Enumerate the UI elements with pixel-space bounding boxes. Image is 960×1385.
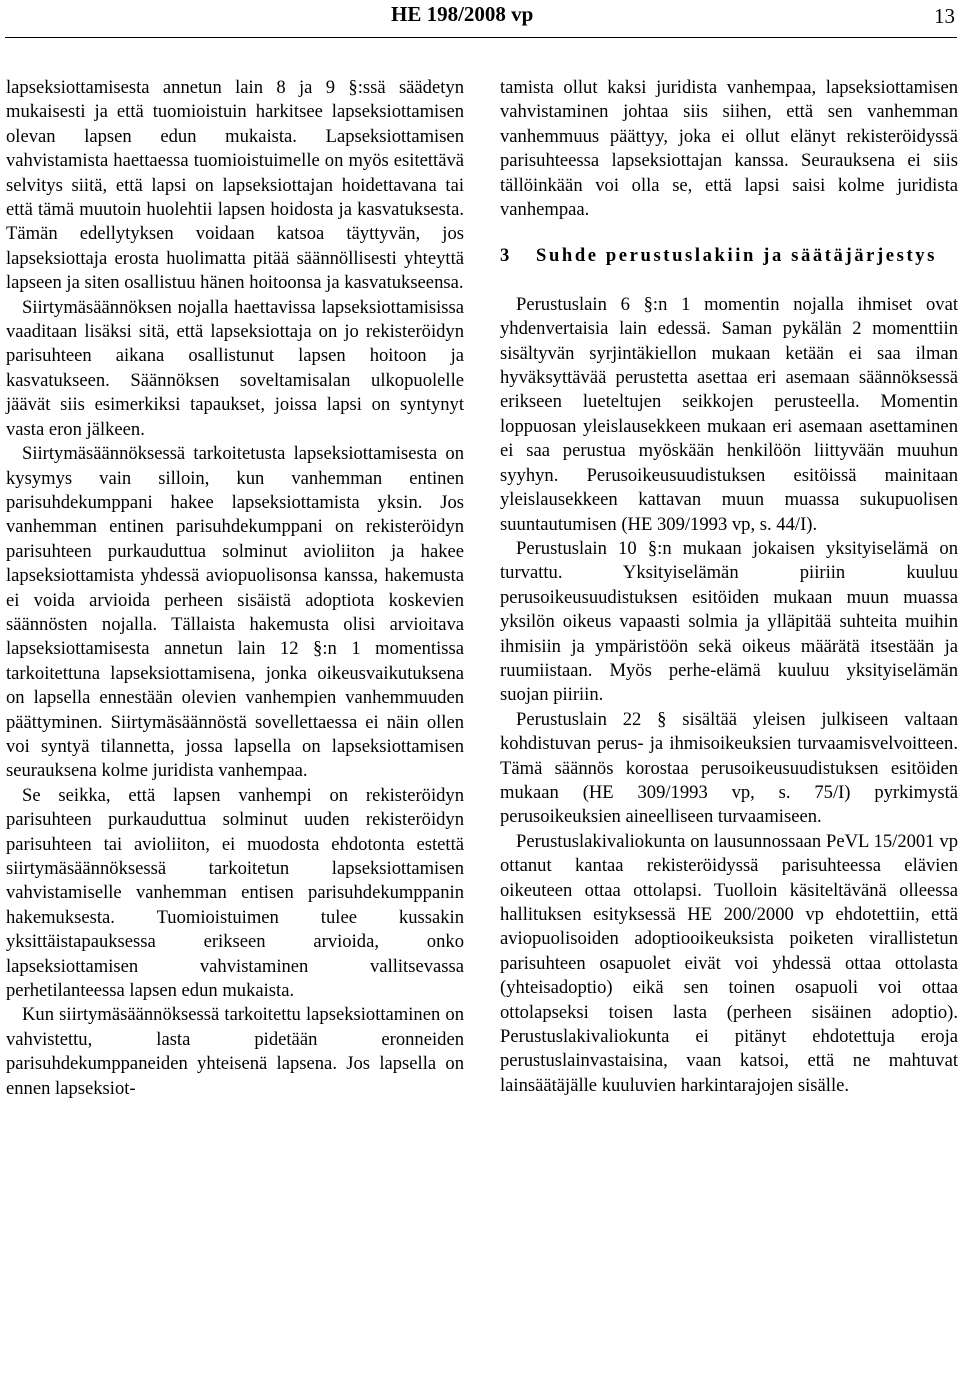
right-paragraph-4: Perustuslakivaliokunta on lausunnossaan PeVL 15/2001 vp ottanut kantaa rekisteröidyssä parisuhteessa elävien oikeuteen ottaa ottolapsi. Tuolloin käsiteltävänä olleessa hallituksen esityksessä HE 200/2000 vp ehdotettiin, että aviopuolisoiden adoptiooikeuksista poiketen virallistetun parisuhteen osapuolet eivät voi yhdessä ottaa ottolasta (yhteisadoptio) eikä sen toinen osapuoli voi ottaa ottolapseksi toisen lasta (perheen sisäinen adoptio). Perustuslakivaliokunta ei pitänyt ehdotettuja eroja perustuslainvastaisina, vaan katsoi, että ne mahtuvat lainsäätäjälle kuuluvien harkintarajojen sisälle. bbox=[500, 830, 958, 1096]
left-paragraph-3: Siirtymäsäännöksessä tarkoitetusta lapseksiottamisesta on kysymys vain silloin, kun vanhemman entinen parisuhdekumppani hakee lapseksiottamista yksin. Jos vanhemman entinen parisuhdekumppani on rekisteröidyn parisuhteen purkauduttua solminut avioliiton ja hakee lapseksiottamista yhdessä aviopuolisonsa kanssa, hakemusta ei voida arvioida perheen sisäistä adoptiota koskevien säännösten nojalla. Tällaista hakemusta olisi arvioitava lapseksiottamisesta annetun lain 12 §:n 1 momentissa tarkoitettuna lapseksiottamisena, jonka oikeusvaikutuksena on lapsella ennestään olevien vanhempien vanhemmuuden päättyminen. Siirtymäsäännöstä sovellettaessa ei näin ollen voi syntyä tilannetta, jossa lapsella on lapseksiottamisen seurauksena kolme juridista vanhempaa. bbox=[6, 443, 464, 782]
right-column bbox=[500, 76, 958, 1098]
section-number: 3 bbox=[500, 245, 510, 267]
header-rule bbox=[5, 37, 957, 38]
spacer bbox=[500, 222, 958, 244]
right-intro-paragraph: tamista ollut kaksi juridista vanhempaa, lapseksiottamisen vahvistaminen johtaa siis siihen, että sen vanhemman vanhemmuus päättyy, joka ei ollut elänyt rekisteröidyssä parisuhteessa lapseksiottajan kanssa. Seurauksena ei siis tällöinkään voi olla se, että lapsi saisi kolme juridista vanhempaa. bbox=[500, 77, 958, 221]
page-number: 13 bbox=[934, 4, 955, 28]
left-paragraph-5: Kun siirtymäsäännöksessä tarkoitettu lapseksiottaminen on vahvistettu, lasta pidetään eronneiden parisuhdekumppaneiden yhteisenä lapsena. Jos lapsella on ennen lapseksiot- bbox=[6, 1004, 464, 1099]
spacer bbox=[500, 269, 958, 293]
page-header bbox=[0, 0, 960, 36]
section-title: Suhde perustuslakiin ja säätäjärjestys bbox=[536, 245, 937, 267]
left-paragraph-1: lapseksiottamisesta annetun lain 8 ja 9 §:ssä säädetyn mukaisesti ja että tuomioistuin harkitsee lapseksiottamisen olevan lapsen edun mukaista. Lapseksiottamisen vahvistamista haettaessa tuomioistuimelle on myös esitettävä selvitys siitä, että lapsi on lapseksiottajan hoidettavana tai että tämä muutoin huolehtii lapsen hoidosta ja kasvatuksesta. Tämän edellytyksen voidaan katsoa täyttyvän, jos lapseksiottaja erosta huolimatta pitää säännöllisesti yhteyttä lapseen ja siten osallistuu hänen hoitoonsa ja kasvatukseensa. bbox=[6, 77, 464, 294]
section-heading bbox=[500, 244, 958, 268]
right-paragraph-3: Perustuslain 22 § sisältää yleisen julkiseen valtaan kohdistuvan perus- ja ihmisoikeuksien turvaamisvelvoitteen. Tämä säännös korostaa perusoikeusuudistuksen esitöiden mukaan (HE 309/1993 vp, s. 75/I) pyrkimystä perusoikeuksien aineelliseen turvaamiseen. bbox=[500, 708, 958, 828]
right-paragraph-2: Perustuslain 10 §:n mukaan jokaisen yksityiselämä on turvattu. Yksityiselämän piiriin kuuluu perusoikeusuudistuksen esitöiden mukaan muun muassa yksilön oikeus vapaasti solmia ja ylläpitää suhteita muihin ihmisiin ja ympäristöön sekä oikeus määrätä itsestään ja ruumiistaan. Myös perhe-elämä kuuluu yksityiselämän suojan piiriin. bbox=[500, 537, 958, 706]
left-column bbox=[6, 76, 464, 1101]
document-id: HE 198/2008 vp bbox=[391, 2, 534, 26]
left-paragraph-2: Siirtymäsäännöksen nojalla haettavissa lapseksiottamisissa vaaditaan lisäksi sitä, että lapseksiottaja on jo rekisteröidyn parisuhteen aikana osallistunut lapsen hoitoon ja kasvatukseen. Säännöksen soveltamisalan ulkopuolelle jäävät siis esimerkiksi tapaukset, joissa lapsi on syntynyt vasta eron jälkeen. bbox=[6, 296, 464, 440]
left-paragraph-4: Se seikka, että lapsen vanhempi on rekisteröidyn parisuhteen purkauduttua solminut uuden rekisteröidyn parisuhteen tai avioliiton, ei muodosta ehdotonta estettä siirtymäsäännöksessä tarkoitetun lapseksiottamisen vahvistamiselle vanhemman entisen parisuhdekumppanin hakemuksesta. Tuomioistuimen tulee kussakin yksittäistapauksessa erikseen arvioida, onko lapseksiottamisen vahvistaminen vallitsevassa perhetilanteessa lapsen edun mukaista. bbox=[6, 784, 464, 1002]
right-paragraph-1: Perustuslain 6 §:n 1 momentin nojalla ihmiset ovat yhdenvertaisia lain edessä. Saman pykälän 2 momenttiin sisältyvän syrjintäkiellon mukaan ketään ei saa ilman hyväksyttävää perustetta asettaa eri asemaan säännöksessä erikseen lueteltujen seikkojen perusteella. Momentin loppuosan yleislausekkeen mukaan eri asemaan asettaminen ei saa perustua myöskään henkilöön liittyvään muuhun syyhyn. Perusoikeusuudistuksen esitöissä mainitaan yleislausekkeen kattavan muun muassa sukupuolisen suuntautumisen (HE 309/1993 vp, s. 44/I). bbox=[500, 293, 958, 535]
